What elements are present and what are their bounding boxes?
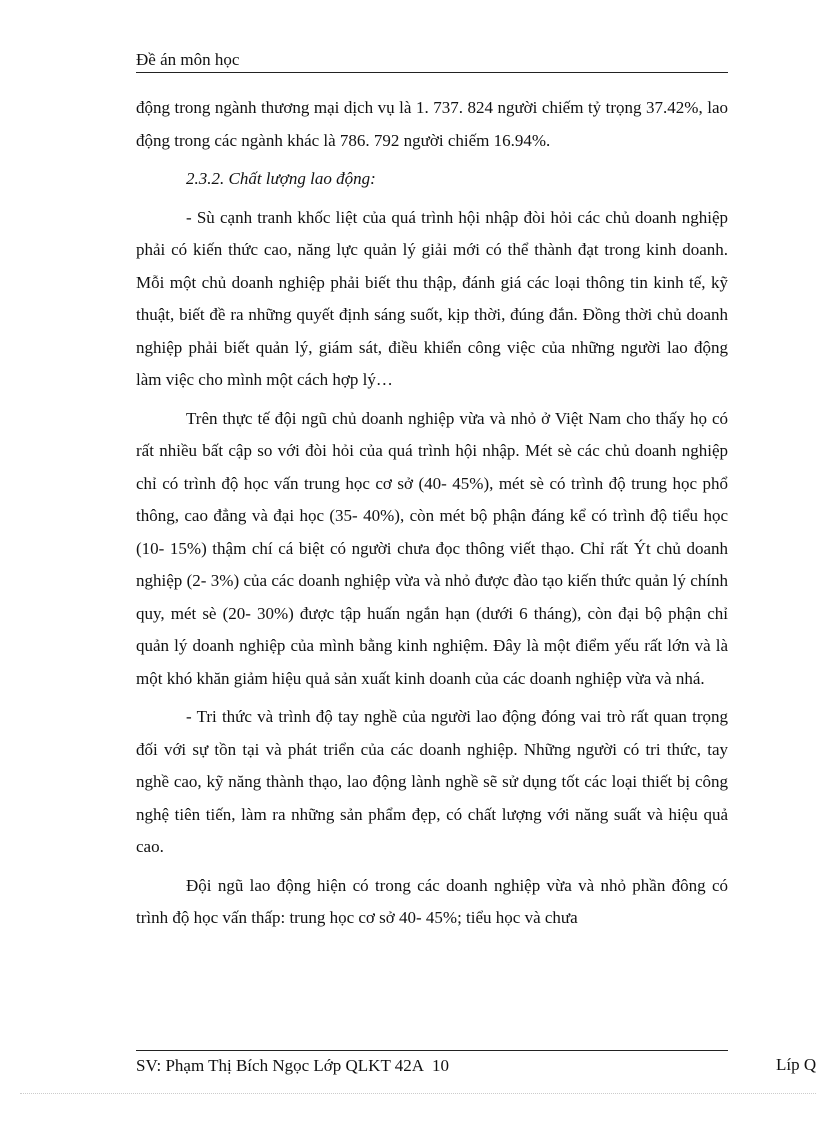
section-heading: 2.3.2. Chất lượng lao động: [186,169,376,188]
footer-student-info: SV: Phạm Thị Bích Ngọc Lớp QLKT 42A [136,1056,425,1075]
page-header [136,48,728,73]
paragraph-competition: - Sù cạnh tranh khốc liệt của quá trình hội nhập đòi hỏi các chủ doanh nghiệp phải có kiến thức cao, năng lực quản lý giải mới có thể thành đạt trong kinh doanh. Mỗi một chủ doanh nghiệp phải biết thu thập, đánh giá các loại thông tin kinh tế, kỹ thuật, biết đề ra những quyết định sáng suốt, kịp thời, đúng đắn. Đồng thời chủ doanh nghiệp phải biết quản lý, giám sát, điều khiển công việc của những người lao động làm việc cho mình một cách hợp lý… [136,207,728,389]
page-body [136,92,728,935]
page-footer [136,1050,728,1079]
paragraph-owner-education: Trên thực tế đội ngũ chủ doanh nghiệp vừa và nhỏ ở Việt Nam cho thấy họ có rất nhiều bất cập so với đòi hỏi của quá trình hội nhập. Mét sè các chủ doanh nghiệp chỉ có trình độ học vấn trung học cơ sở (40- 45%), mét sè có trình độ trung học phổ thông, cao đẳng và đại học (35- 40%), còn mét bộ phận đáng kể có trình độ tiểu học (10- 15%) thậm chí cá biệt có người chưa đọc thông viết thạo. Chỉ rất Ýt chủ doanh nghiệp (2- 3%) của các doanh nghiệp vừa và nhỏ được đào tạo kiến thức quản lý chính quy, mét sè (20- 30%) được tập huấn ngắn hạn (dưới 6 tháng), còn đại bộ phận chỉ quản lý doanh nghiệp của mình bằng kinh nghiệm. Đây là một điểm yếu rất lớn và là một khó khăn giảm hiệu quả sản xuất kinh doanh của các doanh nghiệp vừa và nhá. [136,408,728,688]
page-number: 10 [432,1056,449,1075]
paragraph-worker-skills: - Tri thức và trình độ tay nghề của người lao động đóng vai trò rất quan trọng đối với sự tồn tại và phát triển của các doanh nghiệp. Những người có tri thức, tay nghề cao, kỹ năng thành thạo, lao động lành nghề sẽ sử dụng tốt các loại thiết bị công nghệ tiên tiến, làm ra những sản phẩm đẹp, có chất lượng với năng suất và hiệu quả cao. [136,707,728,856]
paragraph-workforce-education: Đội ngũ lao động hiện có trong các doanh nghiệp vừa và nhỏ phần đông có trình độ học vấn thấp: trung học cơ sở 40- 45%; tiểu học và chưa [136,875,728,927]
document-title: Đề án môn học [136,50,240,69]
footer-class-fragment: Líp Q [776,1055,816,1074]
paragraph-labor-statistics: động trong ngành thương mại dịch vụ là 1. 737. 824 người chiếm tỷ trọng 37.42%, lao động trong các ngành khác là 786. 792 người chiếm 16.94%. [136,98,728,150]
page-edge-divider [20,1093,816,1094]
